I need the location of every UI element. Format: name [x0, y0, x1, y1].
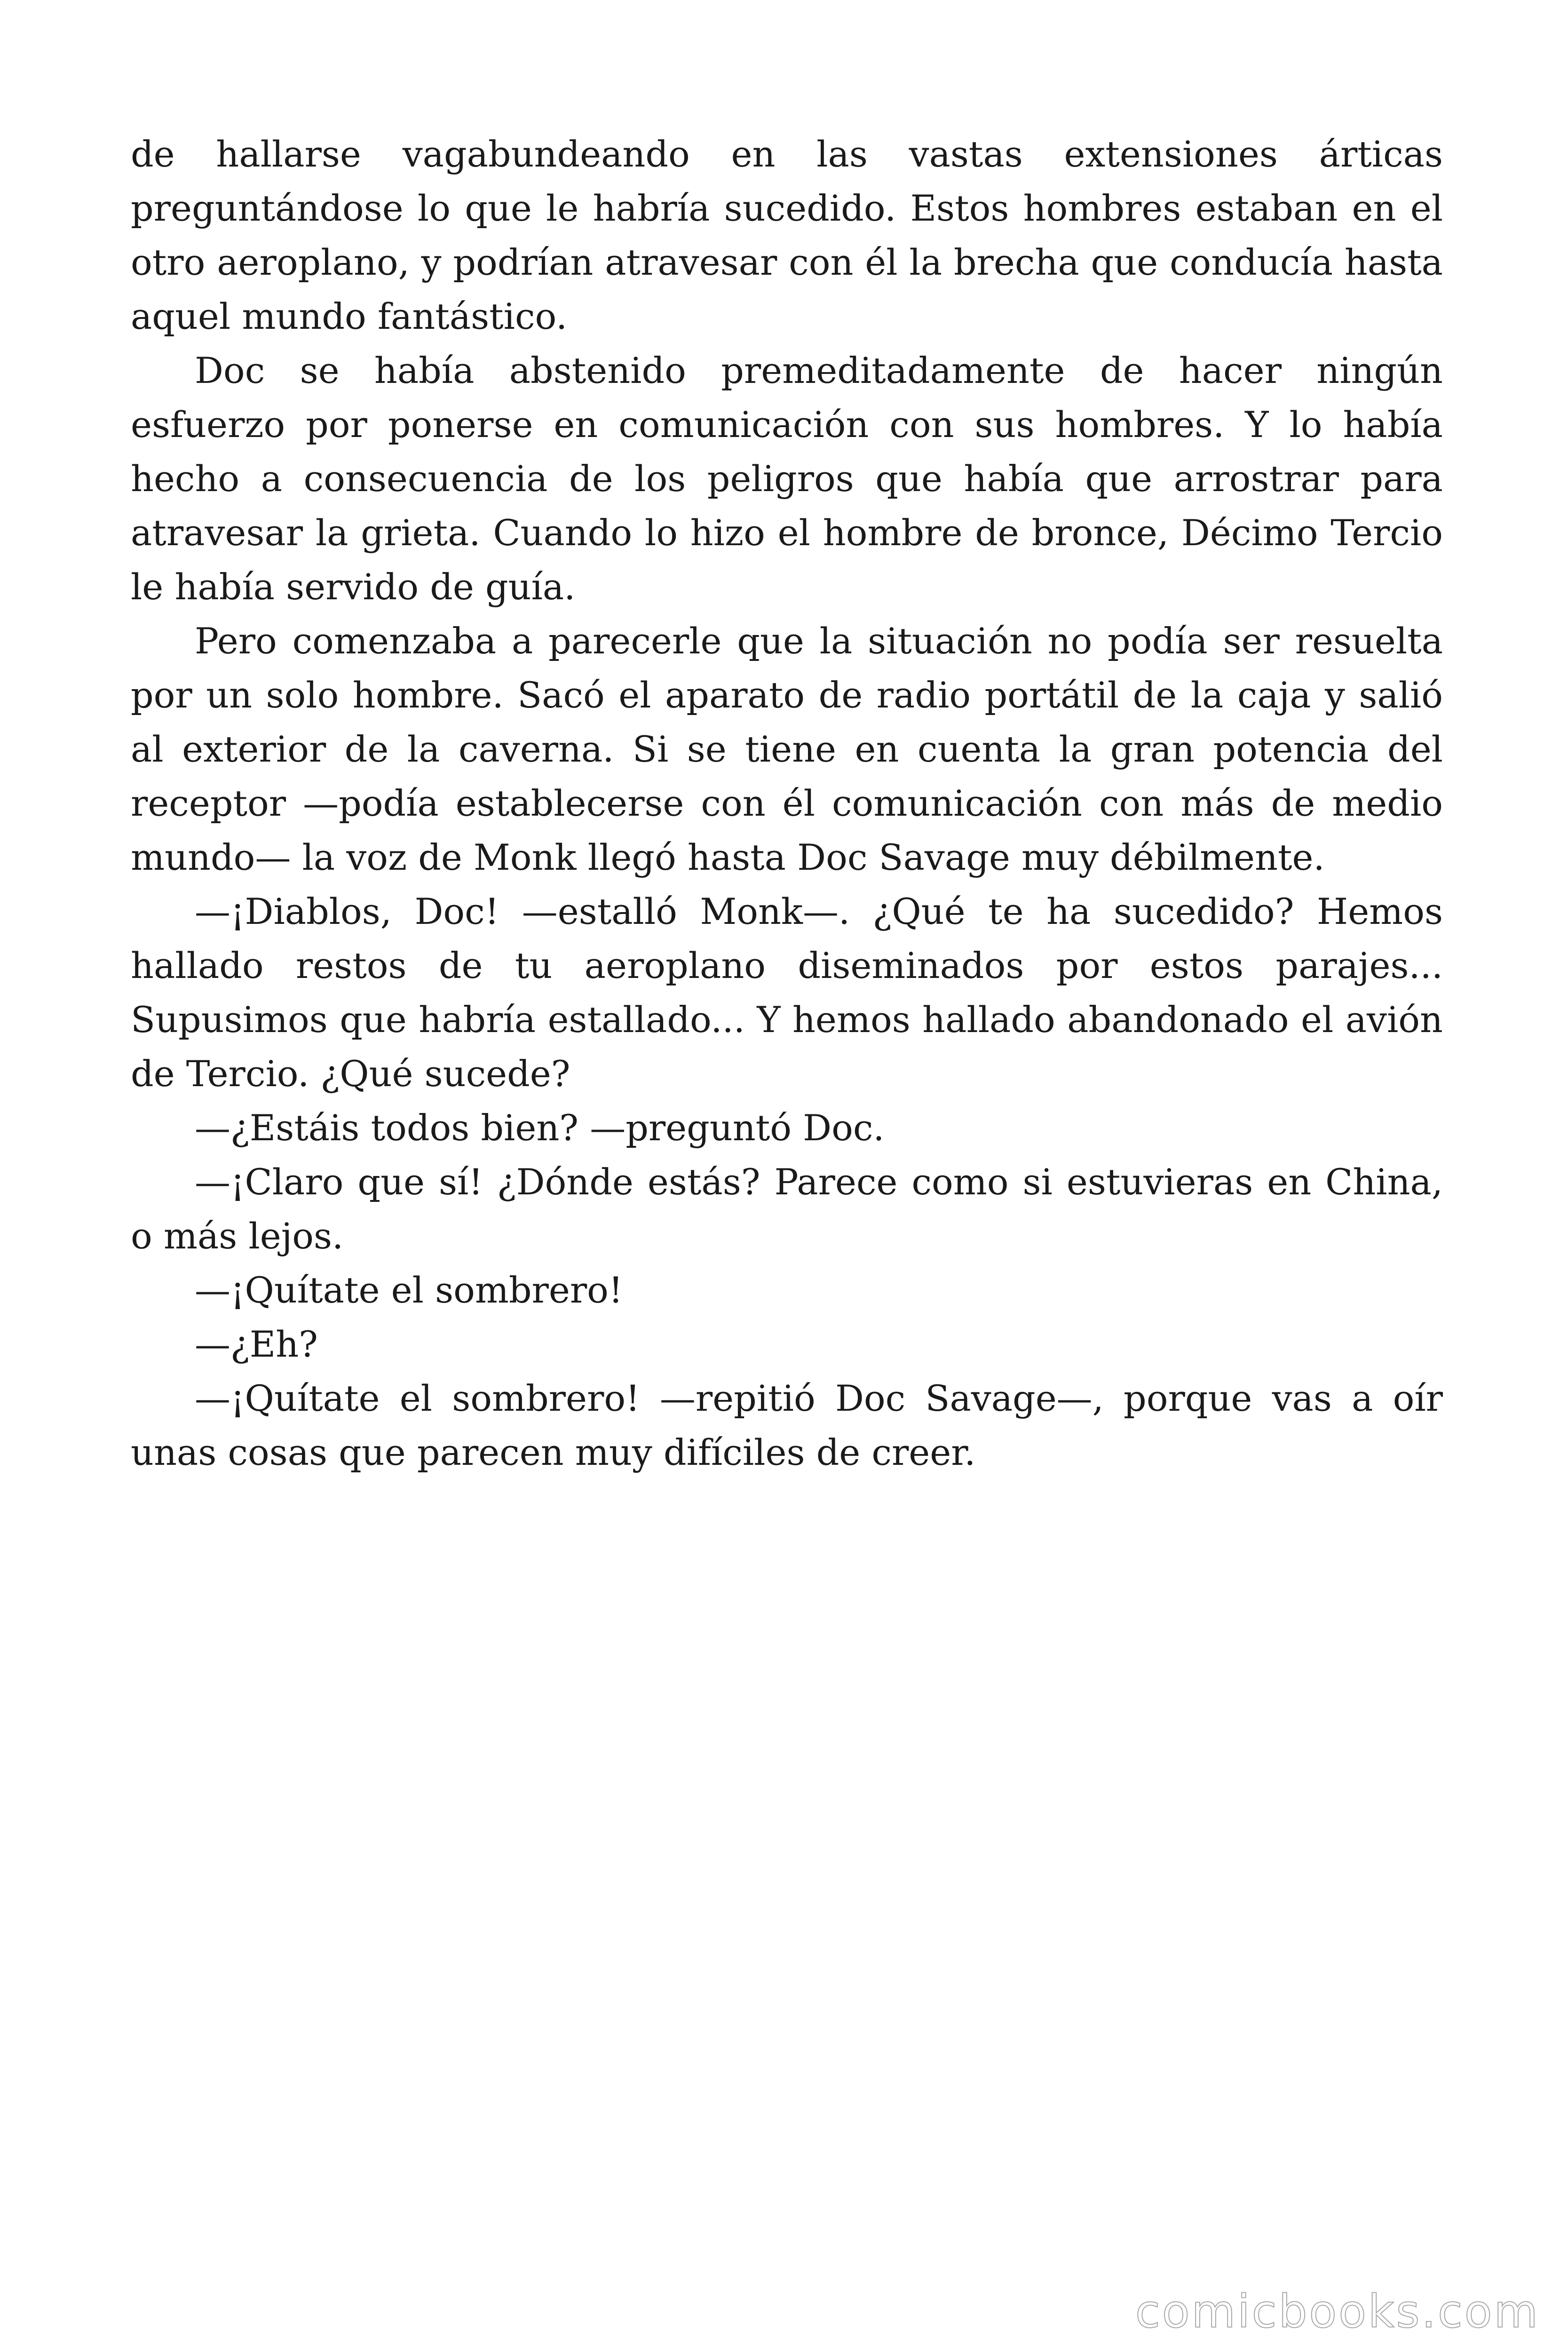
- paragraph-6: —¡Claro que sí! ¿Dónde estás? Parece como si estuvieras en China, o más lejos.: [131, 1161, 1443, 1257]
- paragraph-7: —¡Quítate el sombrero!: [195, 1269, 623, 1311]
- paragraph-2: Doc se había abstenido premeditadamente de hacer ningún esfuerzo por ponerse en comunicación con sus hombres. Y lo había hecho a consecuencia de los peligros que había que arrostrar para atravesar la grieta. Cuando lo hizo el hombre de bronce, Décimo Tercio le había servido de guía.: [131, 350, 1443, 608]
- paragraph-3: Pero comenzaba a parecerle que la situación no podía ser resuelta por un solo hombre. Sacó el aparato de radio portátil de la caja y salió al exterior de la caverna. Si se tiene en cuenta la gran potencia del receptor —podía establecerse con él comunicación con más de medio mundo— la voz de Monk llegó hasta Doc Savage muy débilmente.: [131, 620, 1443, 878]
- paragraph-4: —¡Diablos, Doc! —estalló Monk—. ¿Qué te ha sucedido? Hemos hallado restos de tu aeroplano diseminados por estos parajes... Supusimos que habría estallado... Y hemos hallado abandonado el avión de Tercio. ¿Qué sucede?: [131, 890, 1443, 1095]
- paragraph-5: —¿Estáis todos bien? —preguntó Doc.: [195, 1107, 885, 1149]
- paragraph-9: —¡Quítate el sombrero! —repitió Doc Savage—, porque vas a oír unas cosas que parecen muy difíciles de creer.: [131, 1377, 1443, 1473]
- watermark: comicbooks.com: [1135, 2285, 1540, 2338]
- page-body-text: [131, 127, 1443, 1479]
- paragraph-1: de hallarse vagabundeando en las vastas extensiones árticas preguntándose lo que le habría sucedido. Estos hombres estaban en el otro aeroplano, y podrían atravesar con él la brecha que conducía hasta aquel mundo fantástico.: [131, 133, 1443, 337]
- paragraph-8: —¿Eh?: [195, 1323, 318, 1365]
